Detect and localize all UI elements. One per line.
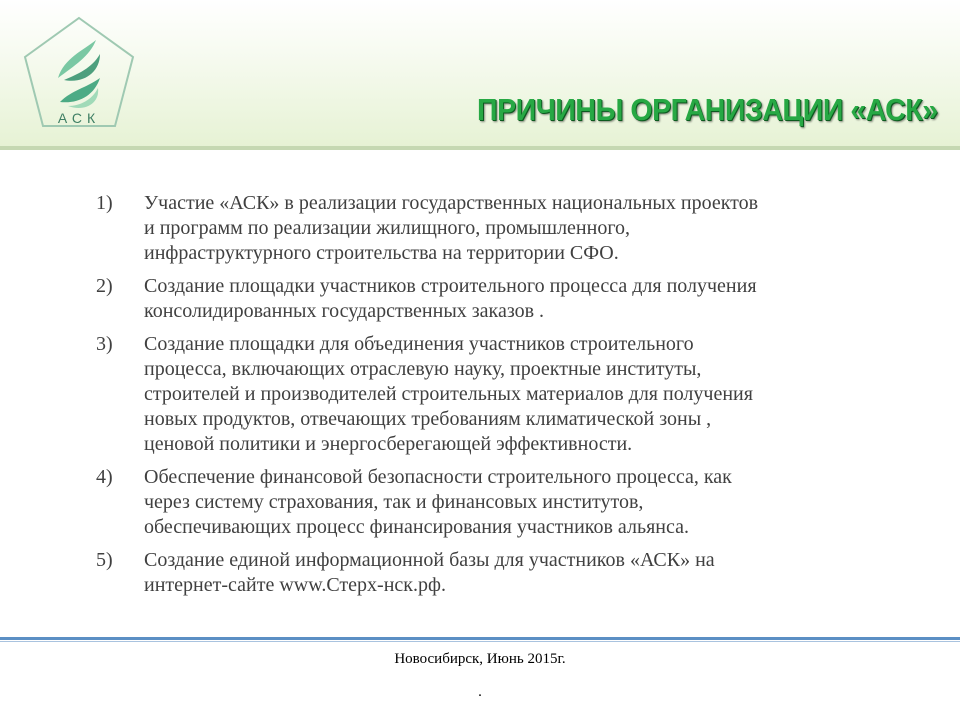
header-divider — [0, 146, 960, 150]
list-item-line: строителей и производителей строительных материалов для получения — [144, 383, 753, 405]
list-item-line: Обеспечение финансовой безопасности строительного процесса, как — [144, 466, 732, 488]
list-item — [96, 548, 896, 598]
page-title: ПРИЧИНЫ ОРГАНИЗАЦИИ «АСК» — [477, 92, 938, 127]
logo-text: АСК — [57, 110, 101, 126]
list-item-number: 4) — [96, 466, 113, 488]
footer-divider — [0, 637, 960, 640]
list-item-line: Участие «АСК» в реализации государственных национальных проектов — [144, 192, 759, 214]
list-item-line: Создание площадки для объединения участников строительного — [144, 333, 694, 355]
list-item-text — [144, 332, 896, 457]
reasons-list — [96, 191, 896, 606]
list-item — [96, 332, 896, 457]
list-item — [96, 465, 896, 540]
list-item-line: через систему страхования, так и финансовых институтов, — [144, 491, 644, 513]
logo — [20, 14, 138, 136]
list-item-text — [144, 274, 896, 324]
footer-divider-thin — [0, 641, 960, 642]
list-item-number: 1) — [96, 192, 113, 214]
list-item-text — [144, 191, 896, 266]
list-item-line: и программ по реализации жилищного, промышленного, — [144, 217, 631, 239]
list-item-line: обеспечивающих процесс финансирования участников альянса. — [144, 516, 689, 538]
list-item-line: Создание площадки участников строительного процесса для получения — [144, 275, 757, 297]
list-item-line: Создание единой информационной базы для участников «АСК» на — [144, 549, 715, 571]
list-item-line: интернет-сайте www.Стерх-нск.рф. — [144, 574, 446, 596]
list-item-line: ценовой политики и энергосберегающей эффективности. — [144, 433, 633, 455]
footer-text: Новосибирск, Июнь 2015г. — [394, 651, 566, 667]
list-item-line: консолидированных государственных заказов . — [144, 300, 545, 322]
list-item-number: 5) — [96, 549, 113, 571]
list-item-line: процесса, включающих отраслевую науку, проектные институты, — [144, 358, 702, 380]
list-item-number: 3) — [96, 333, 113, 355]
list-item-line: новых продуктов, отвечающих требованиям климатической зоны , — [144, 408, 712, 430]
footer-dot: . — [478, 684, 482, 700]
list-item — [96, 191, 896, 266]
list-item-text — [144, 548, 896, 598]
list-item-text — [144, 465, 896, 540]
list-item-line: инфраструктурного строительства на территории СФО. — [144, 242, 619, 264]
list-item — [96, 274, 896, 324]
list-item-number: 2) — [96, 275, 113, 297]
